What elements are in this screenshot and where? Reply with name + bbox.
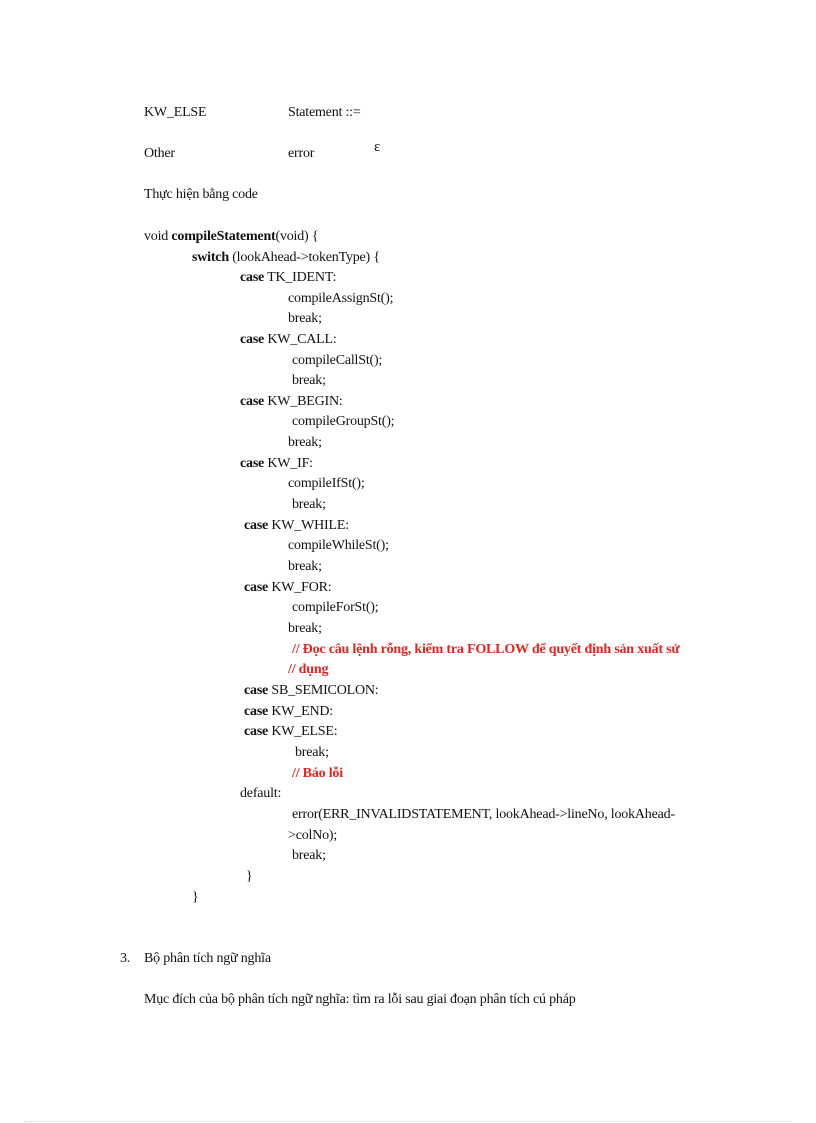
default-label: default: — [240, 786, 282, 801]
error-call-line2: >colNo); — [288, 828, 338, 843]
case-kw-for: case KW_FOR: — [244, 580, 332, 595]
close-brace-switch: } — [246, 869, 253, 884]
comment-error: // Báo lỗi — [292, 766, 343, 781]
switch-line — [192, 249, 380, 267]
call-compile-group: compileGroupSt(); — [292, 414, 395, 429]
call-compile-for: compileForSt(); — [292, 600, 379, 615]
break-line: break; — [295, 745, 329, 760]
grammar-token-kw-else: KW_ELSE — [144, 105, 207, 120]
kw-void: void — [144, 229, 172, 244]
grammar-rule-statement: Statement ::= — [288, 105, 361, 120]
case-kw-begin: case KW_BEGIN: — [240, 394, 343, 409]
call-compile-call: compileCallSt(); — [292, 353, 383, 368]
case-sb-semicolon: case SB_SEMICOLON: — [244, 683, 379, 698]
case-kw-else: case KW_ELSE: — [244, 724, 338, 739]
case-kw-end: case KW_END: — [244, 704, 333, 719]
case-kw-while: case KW_WHILE: — [244, 518, 349, 533]
break-line: break; — [288, 435, 322, 450]
grammar-rule-error: error — [288, 146, 315, 161]
break-line: break; — [292, 497, 326, 512]
break-line: break; — [292, 848, 326, 863]
function-name: compileStatement — [171, 229, 276, 244]
close-brace-function: } — [192, 890, 199, 905]
intro-text: Thực hiện bằng code — [144, 187, 258, 202]
case-kw-if: case KW_IF: — [240, 456, 313, 471]
switch-expression: (lookAhead->tokenType) { — [228, 250, 380, 265]
grammar-token-other: Other — [144, 146, 175, 161]
case-tk-ident: case TK_IDENT: — [240, 270, 337, 285]
call-compile-if: compileIfSt(); — [288, 476, 365, 491]
function-params: (void) { — [275, 229, 319, 244]
break-line: break; — [288, 311, 322, 326]
call-compile-assign: compileAssignSt(); — [288, 291, 394, 306]
epsilon-symbol: ε — [374, 139, 381, 155]
switch-keyword: switch — [192, 250, 229, 265]
call-compile-while: compileWhileSt(); — [288, 538, 389, 553]
section-number: 3. — [120, 951, 131, 966]
case-kw-call: case KW_CALL: — [240, 332, 337, 347]
function-signature — [144, 228, 318, 246]
page-bottom-divider — [24, 1121, 792, 1122]
section-purpose: Mục đích của bộ phân tích ngữ nghĩa: tìm ra lỗi sau giai đoạn phân tích cú pháp — [144, 992, 576, 1007]
break-line: break; — [288, 559, 322, 574]
break-line: break; — [292, 373, 326, 388]
break-line: break; — [288, 621, 322, 636]
comment-follow-line1: // Đọc câu lệnh rỗng, kiểm tra FOLLOW để quyết định sản xuất sử — [292, 642, 680, 657]
comment-follow-line2: // dụng — [288, 662, 329, 677]
section-title: Bộ phân tích ngữ nghĩa — [144, 951, 271, 966]
error-call-line1: error(ERR_INVALIDSTATEMENT, lookAhead->lineNo, lookAhead- — [292, 807, 675, 822]
